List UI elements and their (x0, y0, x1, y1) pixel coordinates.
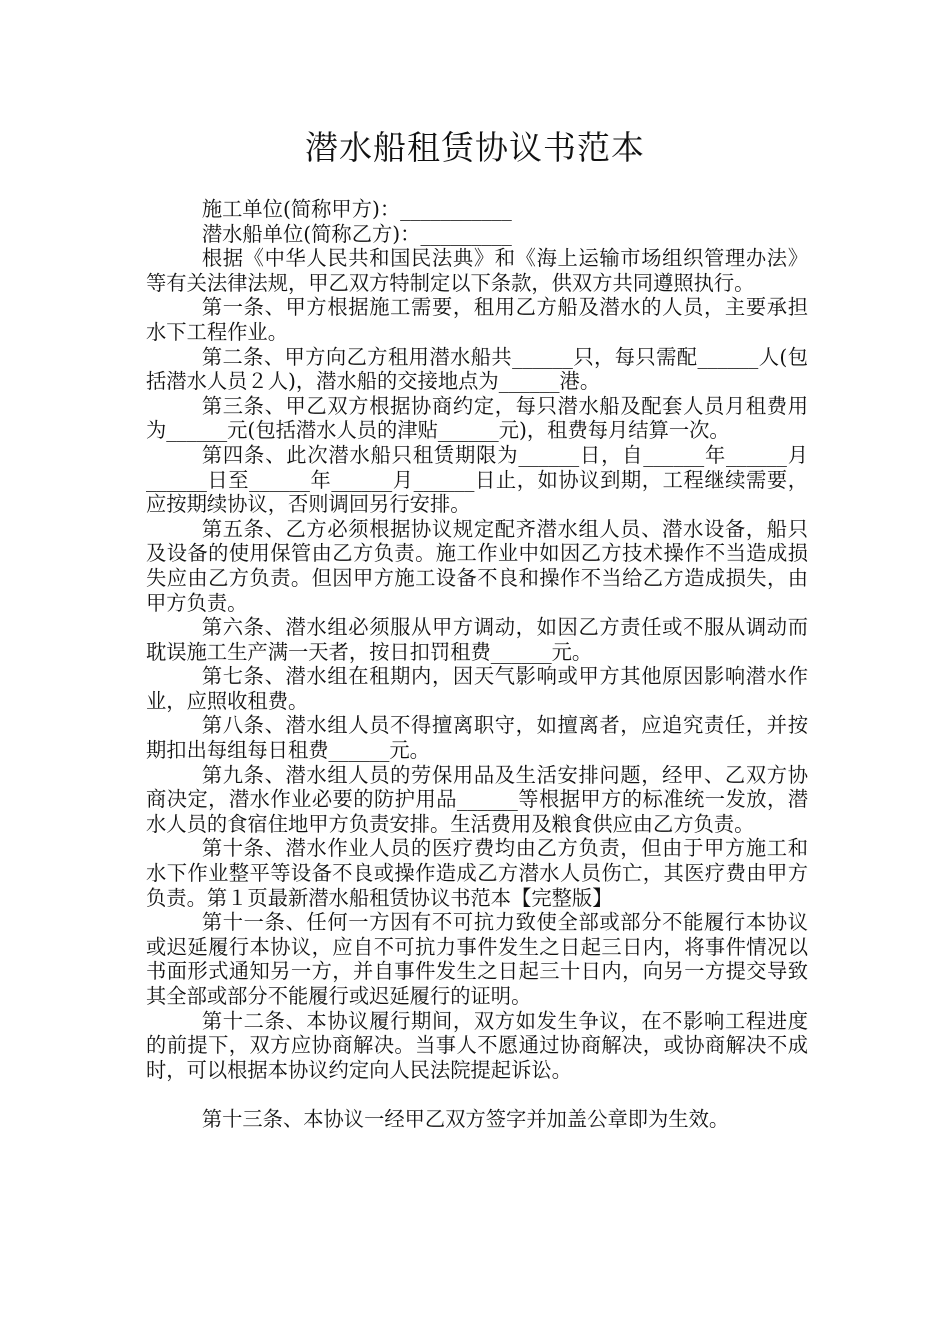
clause-8: 第八条、潜水组人员不得擅离职守，如擅离者，应追究责任，并按期扣出每组每日租费______元。 (146, 713, 808, 763)
clause-7: 第七条、潜水组在租期内，因天气影响或甲方其他原因影响潜水作业，应照收租费。 (146, 664, 808, 713)
clause-12: 第十二条、本协议履行期间，双方如发生争议，在不影响工程进度的前提下，双方应协商解决。当事人不愿通过协商解决，或协商解决不成时，可以根据本协议约定向人民法院提起诉讼。 (146, 1008, 808, 1082)
document-title: 潜水船租赁协议书范本 (305, 128, 645, 167)
document-body (146, 197, 808, 1132)
clause-3: 第三条、甲乙双方根据协商约定，每只潜水船及配套人员月租费用为______元(包括潜水人员的津贴______元)，租费每月结算一次。 (146, 393, 808, 443)
clause-5: 第五条、乙方必须根据协议规定配齐潜水组人员、潜水设备，船只及设备的使用保管由乙方负责。施工作业中如因乙方技术操作不当造成损失应由乙方负责。但因甲方施工设备不良和操作不当给乙方造成损失，由甲方负责。 (146, 516, 808, 615)
clause-1: 第一条、甲方根据施工需要，租用乙方船及潜水的人员，主要承担水下工程作业。 (146, 295, 808, 344)
clause-11: 第十一条、任何一方因有不可抗力致使全部或部分不能履行本协议或迟延履行本协议，应自不可抗力事件发生之日起三日内，将事件情况以书面形式通知另一方，并自事件发生之日起三十日内，向另一方提交导致其全部或部分不能履行或迟延履行的证明。 (146, 910, 808, 1008)
clause-4: 第四条、此次潜水船只租赁期限为______日，自______年______月______日至______年______月______日止，如协议到期，工程继续需要，应按期续协议，否则调回另行安排。 (146, 442, 808, 517)
party-b-line: 潜水船单位(简称乙方)：_________ (201, 221, 512, 246)
clause-2: 第二条、甲方向乙方租用潜水船共______只，每只需配______人(包括潜水人员２人)，潜水船的交接地点为______港。 (146, 344, 808, 394)
clause-6: 第六条、潜水组必须服从甲方调动，如因乙方责任或不服从调动而耽误施工生产满一天者，按日扣罚租费______元。 (146, 615, 808, 664)
party-a-line: 施工单位(简称甲方)：___________ (201, 197, 512, 221)
clause-9: 第九条、潜水组人员的劳保用品及生活安排问题，经甲、乙双方协商决定，潜水作业必要的防护用品______等根据甲方的标准统一发放，潜水人员的食宿住地甲方负责安排。生活费用及粮食供应由乙方负责。 (146, 762, 808, 836)
preamble-paragraph: 根据《中华人民共和国民法典》和《海上运输市场组织管理办法》等有关法律法规，甲乙双方特制定以下条款，供双方共同遵照执行。 (146, 246, 808, 295)
clause-13: 第十三条、本协议一经甲乙双方签字并加盖公章即为生效。 (201, 1106, 730, 1131)
clause-10: 第十条、潜水作业人员的医疗费均由乙方负责，但由于甲方施工和水下作业整平等设备不良或操作造成乙方潜水人员伤亡，其医疗费由甲方负责。第１页最新潜水船租赁协议书范本【完整版】 (146, 836, 808, 910)
